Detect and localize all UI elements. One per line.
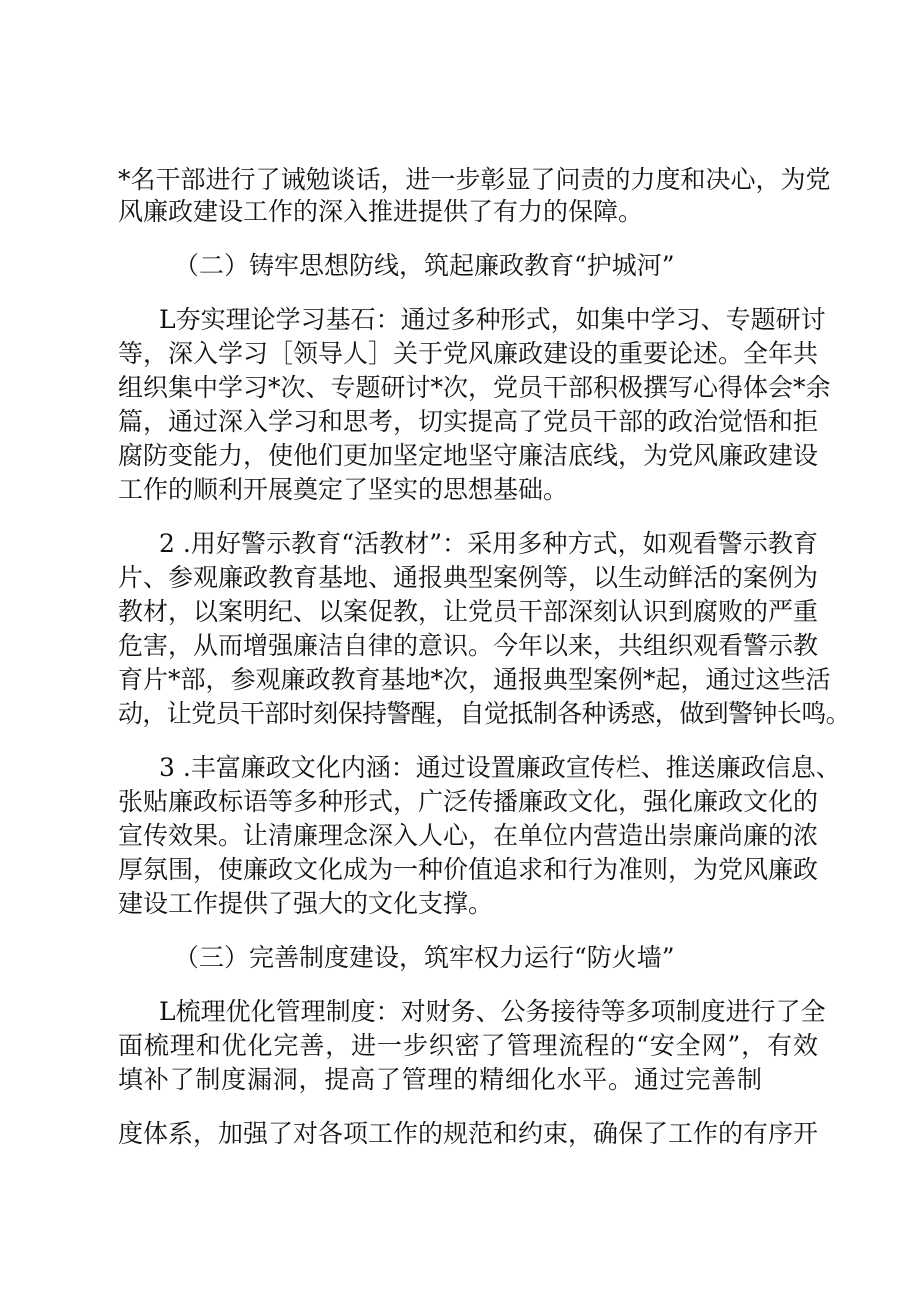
paragraph-line: 危害，从而增强廉洁自律的意识。今年以来，共组织观看警示教: [118, 631, 819, 660]
paragraph-line: *名干部进行了诫勉谈话，进一步彰显了问责的力度和决心，为党: [118, 165, 831, 194]
paragraph-line: 建设工作提供了强大的文化支撑。: [118, 889, 494, 918]
paragraph-line: 风廉政建设工作的深入推进提供了有力的保障。: [118, 197, 644, 226]
paragraph-line: 填补了制度漏洞，提高了管理的精细化水平。通过完善制: [118, 1065, 762, 1094]
paragraph-line: 片、参观廉政教育基地、通报典型案例等，以生动鲜活的案例为: [118, 563, 819, 592]
paragraph-line: 宣传效果。让清廉理念深入人心，在单位内营造出崇廉尚廉的浓: [118, 821, 819, 850]
paragraph-line: 教材，以案明纪、以案促教，让党员干部深刻认识到腐败的严重: [118, 597, 819, 626]
paragraph-line: 组织集中学习*次、专题研讨*次，党员干部积极撰写心得体会*余: [118, 373, 831, 402]
paragraph-line: 等，深入学习［领导人］关于党风廉政建设的重要论述。全年共: [118, 339, 819, 368]
paragraph-line: 工作的顺利开展奠定了坚实的思想基础。: [118, 475, 569, 504]
paragraph-line: 动，让党员干部时刻保持警醒，自觉抵制各种诱惑，做到警钟长鸣。: [118, 699, 851, 728]
paragraph-line: L夯实理论学习基石：通过多种形式，如集中学习、专题研讨: [159, 305, 826, 334]
paragraph-line: 篇，通过深入学习和思考，切实提高了党员干部的政治觉悟和拒: [118, 407, 819, 436]
paragraph-line: 育片*部，参观廉政教育基地*次，通报典型案例*起，通过这些活: [118, 665, 831, 694]
section-heading-2: （二）铸牢思想防线，筑起廉政教育“护城河”: [174, 251, 675, 280]
paragraph-line: 3 .丰富廉政文化内涵：通过设置廉政宣传栏、推送廉政信息、: [159, 753, 841, 782]
section-heading-3: （三）完善制度建设，筑牢权力运行“防火墙”: [174, 943, 675, 972]
paragraph-line: 2 .用好警示教育“活教材”：采用多种方式，如观看警示教育: [159, 529, 818, 558]
paragraph-line: 腐防变能力，使他们更加坚定地坚守廉洁底线，为党风廉政建设: [118, 441, 819, 470]
paragraph-line: L梳理优化管理制度：对财务、公务接待等多项制度进行了全: [159, 997, 826, 1026]
paragraph-line: 厚氛围，使廉政文化成为一种价值追求和行为准则，为党风廉政: [118, 855, 819, 884]
paragraph-line: 面梳理和优化完善，进一步织密了管理流程的“安全网”，有效: [118, 1031, 818, 1060]
paragraph-line: 度体系，加强了对各项工作的规范和约束，确保了工作的有序开: [118, 1119, 819, 1148]
paragraph-line: 张贴廉政标语等多种形式，广泛传播廉政文化，强化廉政文化的: [118, 787, 819, 816]
